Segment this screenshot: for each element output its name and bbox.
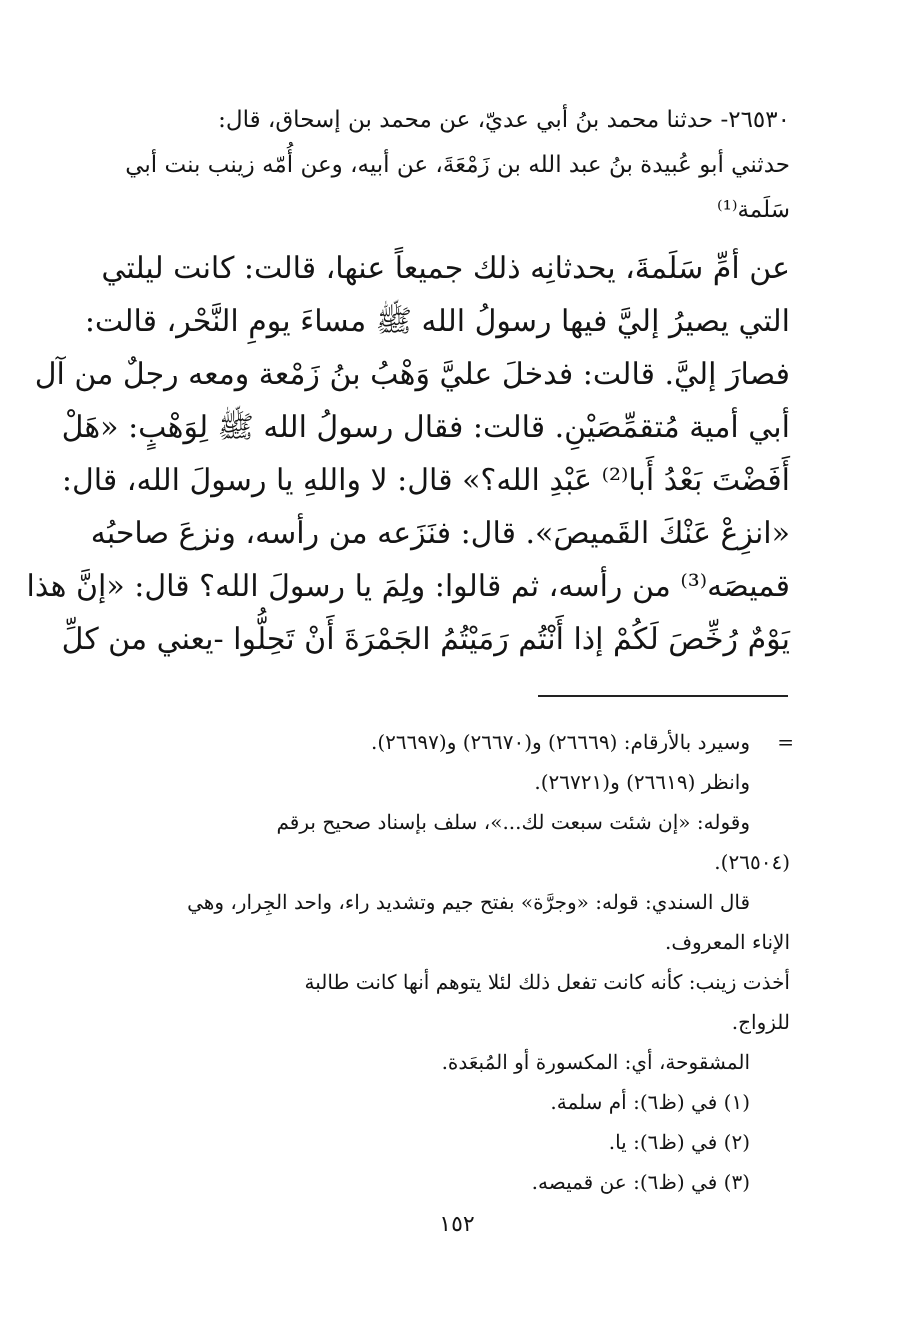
footnote-line: المشقوحة، أي: المكسورة أو المُبعَدة. (441, 1050, 750, 1074)
footnote-3: (٣) في (ظ٦): عن قميصه. (531, 1170, 750, 1194)
footnote-1: (١) في (ظ٦): أم سلمة. (550, 1090, 750, 1114)
matn-line: التي يصيرُ إليَّ فيها رسولُ الله ﷺ مساءَ يومِ النَّحْر، قالت: (84, 304, 790, 339)
isnad-line: سَلَمة⁽¹⁾ (716, 197, 790, 223)
hadith-matn (26, 242, 790, 666)
isnad-line: ٢٦٥٣٠- حدثنا محمد بنُ أبي عديّ، عن محمد بن إسحاق، قال: (218, 107, 790, 133)
matn-line: أَفَضْتَ بَعْدُ أَبا⁽²⁾ عَبْدِ الله؟» قال: لا واللهِ يا رسولَ الله، قال: (61, 463, 790, 498)
page-number: ١٥٢ (439, 1212, 475, 1237)
footnote-line: للزواج. (731, 1010, 790, 1034)
matn-line: «انزِعْ عَنْكَ القَميصَ». قال: فنَزَعه من رأسه، ونزعَ صاحبُه (90, 516, 790, 551)
matn-line: عن أمِّ سَلَمةَ، يحدثانِه ذلك جميعاً عنها، قالت: كانت ليلتي (101, 251, 790, 286)
footnote-line: قال السندي: قوله: «وجرَّة» بفتح جيم وتشديد راء، واحد الجِرار، وهي (187, 890, 750, 914)
footnote-line: الإناء المعروف. (664, 930, 790, 954)
footnote-line: أخذت زينب: كأنه كانت تفعل ذلك لئلا يتوهم أنها كانت طالبة (304, 970, 790, 994)
footnote-2: (٢) في (ظ٦): يا. (608, 1130, 750, 1154)
matn-line: يَوْمٌ رُخِّصَ لَكُمْ إذا أَنْتُم رَمَيْتُمُ الجَمْرَةَ أَنْ تَحِلُّوا -يعني من كلِّ (61, 622, 790, 657)
matn-line: أبي أمية مُتقمِّصَيْنِ. قالت: فقال رسولُ الله ﷺ لِوَهْبٍ: «هَلْ (61, 410, 790, 445)
hadith-isnad (118, 98, 790, 233)
matn-line: قميصَه⁽³⁾ من رأسه، ثم قالوا: ولِمَ يا رسولَ الله؟ قال: «إنَّ هذا (26, 569, 790, 604)
footnote-line: وانظر (٢٦٦١٩) و(٢٦٧٢١). (534, 770, 750, 794)
footnote-line: وقوله: «إن شئت سبعت لك...»، سلف بإسناد صحيح برقم (276, 810, 750, 834)
footnote-line: (٢٦٥٠٤). (714, 850, 790, 874)
continuation-mark: = (777, 730, 794, 754)
isnad-line: حدثني أبو عُبيدة بنُ عبد الله بن زَمْعَةَ، عن أبيه، وعن أُمّه زينب بنت أبي (125, 152, 790, 178)
matn-line: فصارَ إليَّ. قالت: فدخلَ عليَّ وَهْبُ بنُ زَمْعة ومعه رجلٌ من آل (34, 357, 790, 392)
footnote-separator (538, 695, 788, 697)
footnote-line: وسيرد بالأرقام: (٢٦٦٦٩) و(٢٦٦٧٠) و(٢٦٦٩٧). (371, 730, 750, 754)
footnotes (100, 722, 794, 1202)
